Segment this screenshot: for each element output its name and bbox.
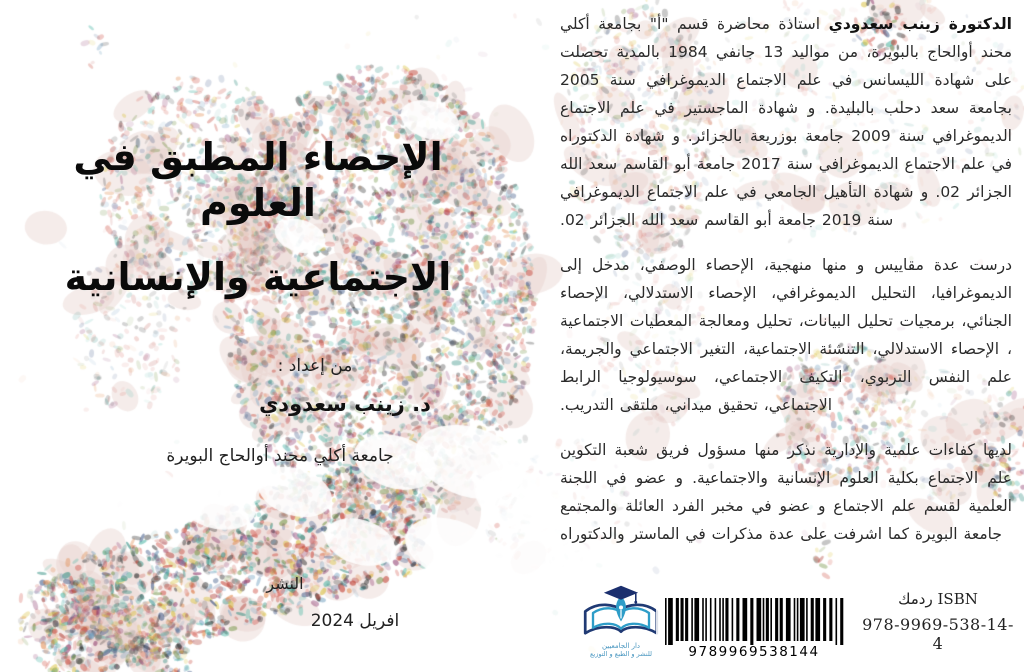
book-title-line1: الإحصاء المطبق في العلوم <box>73 135 443 225</box>
barcode <box>656 596 852 660</box>
publish-date: افريل 2024 <box>310 611 400 631</box>
isbn-block <box>858 590 1018 653</box>
back-cover-biography <box>560 10 1012 565</box>
author-name: د. زينب سعدودي <box>259 392 431 416</box>
author-affiliation: جامعة أكلي محند أوالحاج البويرة <box>166 446 394 466</box>
isbn-number: 978-9969-538-14-4 <box>862 615 1014 653</box>
bio-degrees-text: استاذة محاضرة قسم "أ" بجامعة أكلي محند أوالحاج بالبويرة، من مواليد 13 جانفي 1984 بالمدية تحصلت على شهادة الليسانس في علم الاجتماع الديموغرافي سنة 2005 بجامعة سعد دحلب بالبليدة. و شهادة الماجستير في علم الاجتماع الديموغرافي سنة 2009 جامعة بوزريعة بالجزائر. و شهادة الدكتوراه في علم الاجتماع الديموغرافي سنة 2017 جامعة أبو القاسم سعد الله الجزائر 02. و شهادة التأهيل الجامعي في علم الاجتماع الديموغرافي سنة 2019 جامعة أبو القاسم سعد الله الجزائر 02. <box>560 15 1013 229</box>
bio-paragraph-courses: درست عدة مقاييس و منها منهجية، الإحصاء الوصفي، مدخل إلى الديموغرافيا، التحليل الديموغرافي، الإحصاء الاستدلالي، الإحصاء الجنائي، برمجيات تحليل البيانات، تحليل ومعالجة المعطيات الاجتماعية ، الإحصاء الاستدلالي، التنشئة الاجتماعية، التغير الاجتماعي والجريمة، علم النفس التربوي، التكيف الاجتماعي، سوسيولوجيا الرابط الاجتماعي، تحقيق ميداني، ملتقى التدريب. <box>560 256 1012 414</box>
publisher-name: دار الجامعيين <box>601 642 641 650</box>
publish-label: النشر <box>266 574 304 593</box>
publisher-subtitle: للنشر و الطبع و التوزيع <box>589 650 653 658</box>
book-title <box>16 134 500 300</box>
isbn-label: ISBN ردمك <box>898 590 978 608</box>
barcode-number: 9789969538144 <box>688 644 820 660</box>
book-title-line2: الاجتماعية والإنسانية <box>64 255 452 299</box>
bio-author-lead: الدكتورة زينب سعدودي <box>828 15 1012 33</box>
bio-paragraph-roles: لديها كفاءات علمية والإدارية نذكر منها مسؤول فريق شعبة التكوين علم الاجتماع بكلية العلوم الإنسانية والاجتماعية. و عضو في اللجنة العلمية لقسم علم الاجتماع و عضو في مخبر الفرد العائلة والمجتمع جامعة البويرة كما اشرفت على عدة مذكرات في الماستر والدكتوراه <box>560 441 1012 543</box>
prepared-by-label: من إعداد : <box>277 356 353 376</box>
barcode-bars <box>661 598 847 645</box>
bio-paragraph-degrees <box>560 10 1012 234</box>
publisher-logo-icon <box>582 585 660 641</box>
